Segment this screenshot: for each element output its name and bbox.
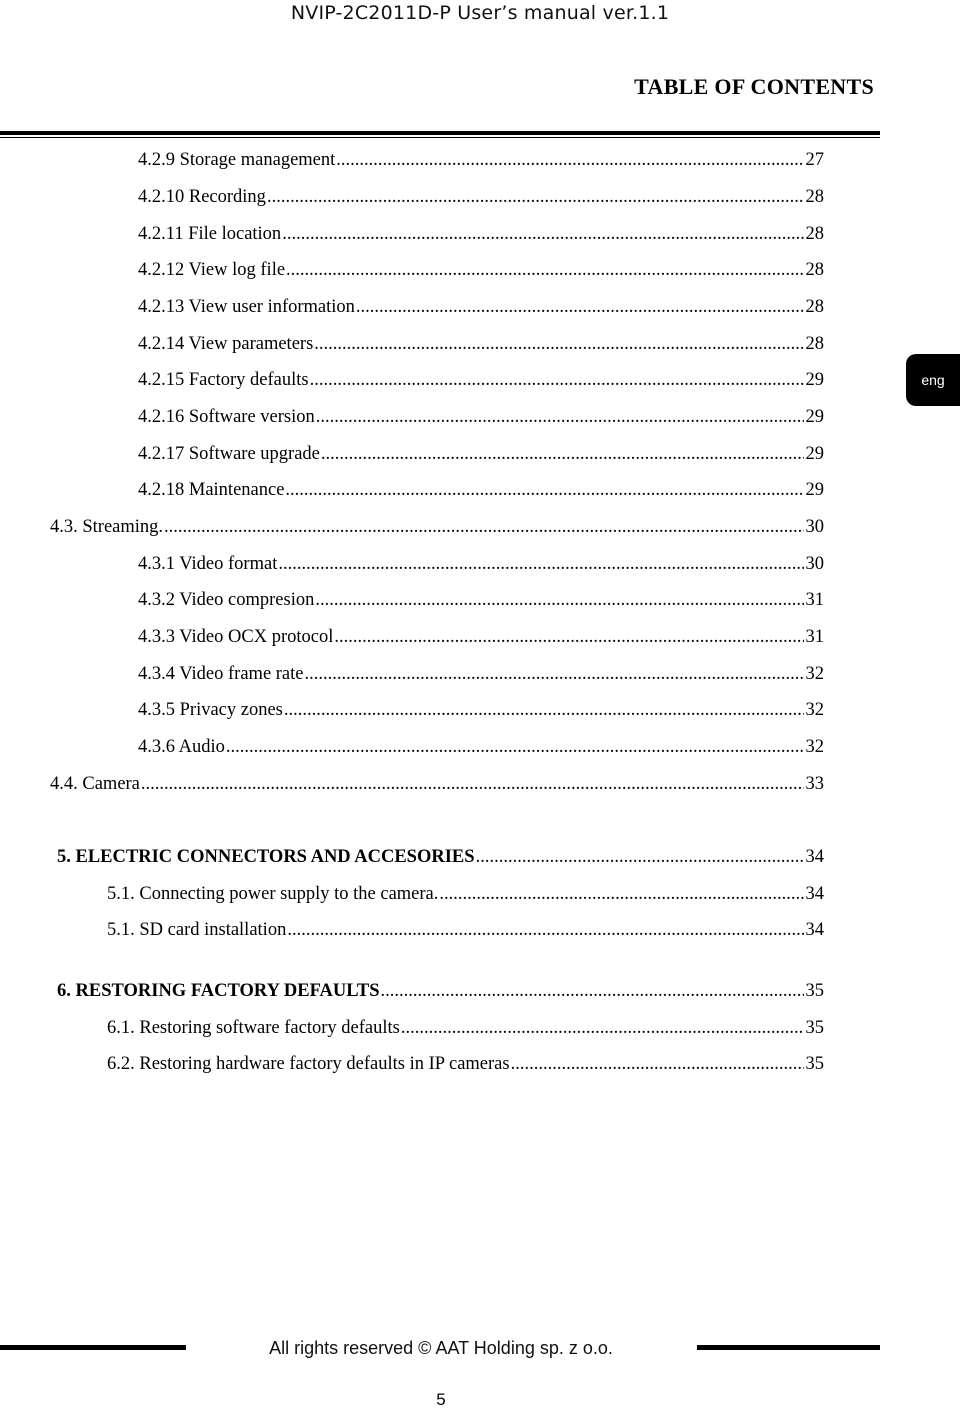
toc-entry-page: 34 — [805, 847, 824, 867]
toc-entry-page: 30 — [805, 517, 824, 537]
toc-dot-leader — [282, 221, 803, 247]
toc-entry[interactable] — [138, 734, 824, 760]
toc-entry-label: 4.2.18 Maintenance — [138, 480, 285, 500]
toc-entry[interactable] — [107, 1051, 824, 1077]
toc-dot-leader — [305, 661, 804, 687]
toc-heading: TABLE OF CONTENTS — [634, 74, 874, 99]
toc-entry-page: 28 — [805, 297, 824, 317]
toc-entry[interactable] — [138, 404, 824, 430]
document-header-title: NVIP-2C2011D-P User’s manual ver.1.1 — [290, 2, 670, 24]
toc-entry[interactable] — [138, 477, 824, 503]
toc-entry-label: 4.2.14 View parameters — [138, 334, 314, 354]
toc-dot-leader — [267, 184, 804, 210]
toc-entry-label: 5.1. SD card installation — [107, 920, 287, 940]
toc-dot-leader — [285, 477, 803, 503]
toc-entry-label: 5. ELECTRIC CONNECTORS AND ACCESORIES — [57, 847, 475, 867]
toc-dot-leader — [381, 978, 804, 1004]
toc-entry-label: 4.3.4 Video frame rate — [138, 664, 304, 684]
toc-entry[interactable] — [107, 1015, 824, 1041]
toc-entry-page: 31 — [805, 627, 824, 647]
footer-copyright: All rights reserved © AAT Holding sp. z o.o. — [269, 1338, 613, 1358]
toc-entry-page: 29 — [805, 407, 824, 427]
toc-dot-leader — [356, 294, 804, 320]
toc-entry[interactable] — [107, 881, 824, 907]
toc-entry[interactable] — [138, 697, 824, 723]
toc-entry[interactable] — [138, 367, 824, 393]
toc-entry-page: 31 — [805, 590, 824, 610]
toc-entry-page: 29 — [805, 444, 824, 464]
toc-dot-leader — [334, 624, 803, 650]
toc-dot-leader — [286, 257, 803, 283]
toc-entry-label: 6.1. Restoring software factory defaults — [107, 1018, 400, 1038]
toc-entry[interactable] — [57, 978, 824, 1004]
toc-entry[interactable] — [138, 661, 824, 687]
toc-entry-label: 4.2.15 Factory defaults — [138, 370, 309, 390]
toc-dot-leader — [401, 1015, 804, 1041]
toc-entry-page: 34 — [805, 884, 824, 904]
toc-entry-label: 4.4. Camera — [50, 774, 140, 794]
toc-dot-leader — [164, 514, 803, 540]
toc-entry-page: 29 — [805, 370, 824, 390]
toc-entry-label: 4.3.6 Audio — [138, 737, 225, 757]
toc-entry[interactable] — [57, 844, 824, 870]
toc-entry[interactable] — [107, 917, 824, 943]
toc-entry[interactable] — [138, 257, 824, 283]
toc-entry-page: 28 — [805, 187, 824, 207]
toc-entry[interactable] — [138, 294, 824, 320]
toc-entry[interactable] — [138, 147, 824, 173]
toc-entry-page: 32 — [805, 700, 824, 720]
toc-dot-leader — [226, 734, 804, 760]
language-tab[interactable]: eng — [906, 354, 960, 406]
toc-entry[interactable] — [138, 331, 824, 357]
toc-entry-label: 4.2.9 Storage management — [138, 150, 336, 170]
toc-dot-leader — [141, 771, 804, 797]
toc-entry[interactable] — [138, 221, 824, 247]
toc-entry-label: 4.3.2 Video compresion — [138, 590, 315, 610]
header-rule-thick — [0, 131, 880, 135]
toc-entry-page: 28 — [805, 260, 824, 280]
toc-entry[interactable] — [138, 624, 824, 650]
toc-dot-leader — [321, 441, 804, 467]
toc-entry-label: 4.3. Streaming. — [50, 517, 164, 537]
toc-entry-label: 4.3.1 Video format — [138, 554, 278, 574]
toc-dot-leader — [476, 844, 804, 870]
toc-entry-label: 5.1. Connecting power supply to the camera. — [107, 884, 439, 904]
toc-entry[interactable] — [138, 587, 824, 613]
toc-entry[interactable] — [50, 771, 824, 797]
toc-entry-label: 4.3.3 Video OCX protocol — [138, 627, 334, 647]
toc-entry-label: 4.3.5 Privacy zones — [138, 700, 283, 720]
toc-entry[interactable] — [138, 551, 824, 577]
toc-dot-leader — [314, 331, 803, 357]
toc-dot-leader — [287, 917, 803, 943]
toc-entry-page: 32 — [805, 664, 824, 684]
toc-entry-page: 33 — [805, 774, 824, 794]
toc-entry-page: 35 — [805, 1054, 824, 1074]
toc-dot-leader — [511, 1051, 804, 1077]
toc-dot-leader — [310, 367, 804, 393]
toc-entry-page: 34 — [805, 920, 824, 940]
toc-entry[interactable] — [138, 184, 824, 210]
toc-entry[interactable] — [138, 441, 824, 467]
toc-entry-page: 32 — [805, 737, 824, 757]
toc-entry-label: 6.2. Restoring hardware factory defaults in IP cameras — [107, 1054, 510, 1074]
toc-entry-label: 4.2.12 View log file — [138, 260, 286, 280]
toc-entry-page: 27 — [805, 150, 824, 170]
toc-dot-leader — [278, 551, 803, 577]
toc-entry-page: 35 — [805, 981, 824, 1001]
toc-entry-page: 35 — [805, 1018, 824, 1038]
toc-entry[interactable] — [50, 514, 824, 540]
toc-entry-label: 4.2.10 Recording — [138, 187, 266, 207]
toc-entry-page: 28 — [805, 224, 824, 244]
toc-entry-label: 4.2.16 Software version — [138, 407, 315, 427]
header-rule-thin — [0, 137, 880, 138]
toc-entry-label: 4.2.17 Software upgrade — [138, 444, 320, 464]
page-number: 5 — [436, 1390, 446, 1409]
toc-entry-label: 4.2.11 File location — [138, 224, 282, 244]
toc-dot-leader — [316, 404, 804, 430]
toc-entry-page: 29 — [805, 480, 824, 500]
toc-entry-label: 4.2.13 View user information — [138, 297, 355, 317]
toc-entry-label: 6. RESTORING FACTORY DEFAULTS — [57, 981, 380, 1001]
toc-dot-leader — [284, 697, 804, 723]
toc-dot-leader — [439, 881, 803, 907]
toc-dot-leader — [336, 147, 803, 173]
toc-dot-leader — [315, 587, 803, 613]
toc-entry-page: 30 — [805, 554, 824, 574]
toc-entry-page: 28 — [805, 334, 824, 354]
